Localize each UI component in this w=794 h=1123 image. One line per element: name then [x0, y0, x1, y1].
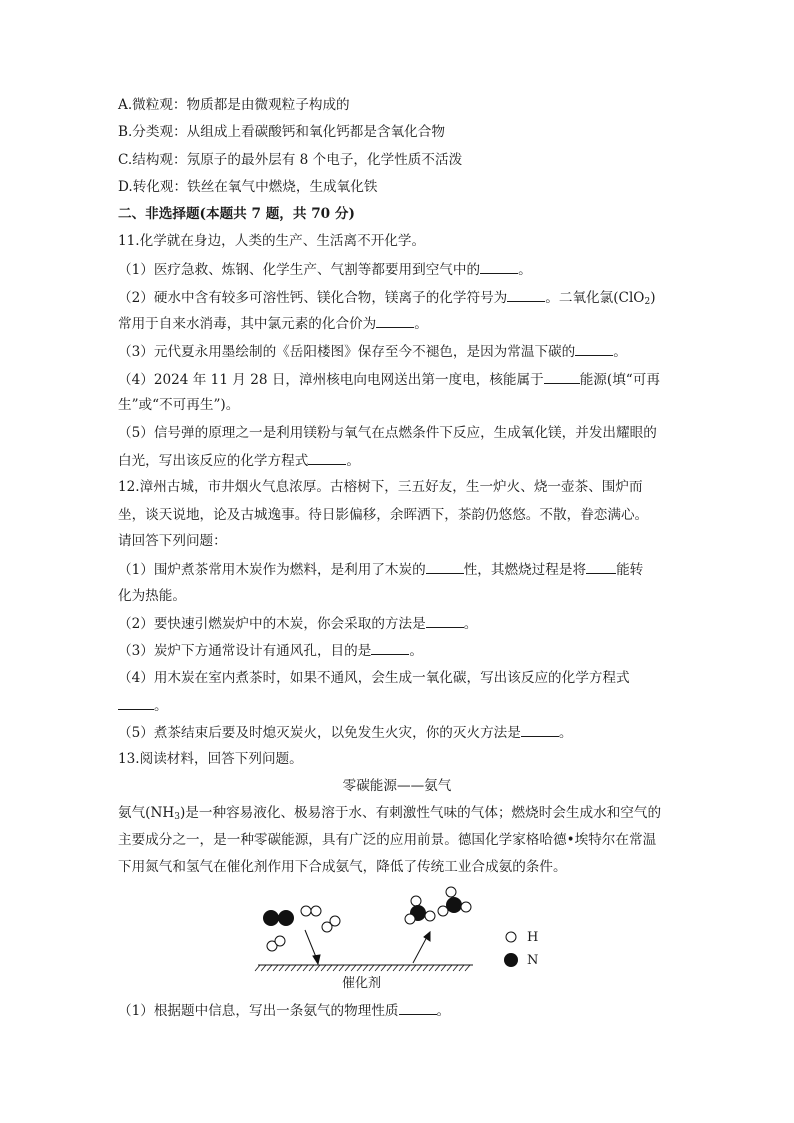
- hatch-mark: [405, 965, 410, 971]
- legend-n: [504, 953, 518, 967]
- hatch-mark: [273, 965, 278, 971]
- q11-part5-end: 。: [346, 453, 360, 469]
- hatch-mark: [279, 965, 284, 971]
- hatch-mark: [441, 965, 446, 971]
- q11-part5-line1: （5）信号弹的原理之一是利用镁粉与氧气在点燃条件下反应，生成氧化镁，并发出耀眼的: [118, 425, 657, 441]
- q12-part1-line2: 化为热能。: [118, 588, 186, 604]
- hatch-mark: [387, 965, 392, 971]
- q11-subscript: 2: [644, 297, 651, 307]
- arrow-in-icon: [305, 930, 320, 964]
- article-text-rest: )是一种容易液化、极易溶于水、有刺激性气味的气体；燃烧时会生成水和空气的: [179, 805, 662, 821]
- hatch-mark: [453, 965, 458, 971]
- q11-part5-text: 白光，写出该反应的化学方程式: [118, 453, 309, 469]
- hatch-mark: [393, 965, 398, 971]
- option-a: A.微粒观：物质都是由微观粒子构成的: [118, 97, 350, 113]
- hatch-mark: [327, 965, 332, 971]
- h2-molecule: [267, 936, 285, 951]
- q11-part2-close: ): [650, 290, 656, 306]
- hatch-mark: [381, 965, 386, 971]
- q11-part2-text-c: 常用于自来水消毒，其中氯元素的化合价为: [118, 316, 377, 332]
- h2-molecule: [301, 906, 321, 916]
- hatch-mark: [297, 965, 302, 971]
- answer-blank[interactable]: [399, 1000, 437, 1015]
- q12-part1-text: （1）围炉煮茶常用木炭作为燃料，是利用了木炭的: [118, 562, 426, 578]
- hatch-mark: [363, 965, 368, 971]
- catalyst-label: 催化剂: [342, 976, 382, 991]
- hatch-mark: [375, 965, 380, 971]
- option-c: C.结构观：氖原子的最外层有 8 个电子，化学性质不活泼: [118, 152, 463, 168]
- hatch-mark: [459, 965, 464, 971]
- hatch-mark: [315, 965, 320, 971]
- arrow-out-icon: [413, 932, 430, 963]
- h2-molecule: [322, 916, 340, 932]
- hatch-mark: [345, 965, 350, 971]
- hatch-mark: [339, 965, 344, 971]
- hatch-mark: [309, 965, 314, 971]
- section-title: 二、非选择题(本题共 7 题，共 70 分): [118, 206, 355, 222]
- hatch-mark: [321, 965, 326, 971]
- q13-part1-text: （1）根据题中信息，写出一条氨气的物理性质: [118, 1003, 399, 1019]
- q12-stem-line3: 请回答下列问题：: [118, 533, 227, 549]
- q11-part3-end: 。: [613, 344, 627, 360]
- q11-part2-end: 。: [414, 316, 428, 332]
- q12-part3-end: 。: [409, 643, 423, 659]
- nh3-molecule: [405, 896, 435, 924]
- hatch-mark: [357, 965, 362, 971]
- hatch-mark: [447, 965, 452, 971]
- hatch-mark: [261, 965, 266, 971]
- q11-part1-text: （1）医疗急救、炼钢、化学生产、气割等都要用到空气中的: [118, 262, 481, 278]
- q12-part5-text: （5）煮茶结束后要及时熄灭炭火，以免发生火灾，你的灭火方法是: [118, 725, 521, 741]
- q12-part1-mid: 性，其燃烧过程是将: [463, 562, 587, 578]
- q11-part2-text: （2）硬水中含有较多可溶性钙、镁化合物，镁离子的化学符号为: [118, 290, 508, 306]
- hatch-mark: [465, 965, 470, 971]
- q11-part4-text: （4）2024 年 11 月 28 日，漳州核电向电网送出第一度电，核能属于: [118, 372, 544, 388]
- q13-part1: [118, 1000, 450, 1021]
- article-title: 零碳能源——氨气: [342, 778, 452, 794]
- hatch-mark: [333, 965, 338, 971]
- q12-part2-end: 。: [463, 616, 478, 632]
- q12-part1-end: 能转: [616, 562, 644, 578]
- hatch-mark: [399, 965, 404, 971]
- hatch-mark: [417, 965, 422, 971]
- q12-part5-end: 。: [558, 725, 573, 741]
- article-para-line2: 主要成分之一，是一种零碳能源，具有广泛的应用前景。德国化学家格哈德•埃特尔在常温: [118, 832, 657, 848]
- article-para-line3: 下用氮气和氢气在催化剂作用下合成氨气，降低了传统工业合成氨的条件。: [118, 859, 567, 875]
- catalyst-hatching: [255, 965, 470, 971]
- q11-part4-line2: 生”或“不可再生”)。: [118, 397, 240, 413]
- q12-part4-end: 。: [154, 698, 168, 714]
- q12-part2-text: （2）要快速引燃炭炉中的木炭，你会采取的方法是: [118, 616, 426, 632]
- q11-part2-text-b: 。二氧化氯(ClO: [545, 290, 645, 306]
- q11-part4-end: 能源(填“可再: [579, 372, 660, 388]
- legend-h-label: H: [527, 930, 539, 945]
- hatch-mark: [303, 965, 308, 971]
- hatch-mark: [255, 965, 260, 971]
- article-text: 氨气(NH: [118, 805, 175, 821]
- nh3-subscript: 3: [174, 812, 180, 822]
- hatch-mark: [285, 965, 290, 971]
- legend-h: [506, 932, 516, 942]
- hatch-mark: [435, 965, 440, 971]
- hatch-mark: [291, 965, 296, 971]
- q12-stem-line2: 坐，谈天说地，论及古城逸事。待日影偏移，余晖洒下，茶韵仍悠悠。不散，眷恋满心。: [118, 507, 649, 523]
- hatch-mark: [267, 965, 272, 971]
- q11-part3-text: （3）元代夏永用墨绘制的《岳阳楼图》保存至今不褪色，是因为常温下碳的: [118, 344, 576, 360]
- nh3-molecule: [438, 887, 471, 916]
- q13-part1-end: 。: [436, 1003, 451, 1019]
- hatch-mark: [429, 965, 434, 971]
- q12-stem-line1: 12.漳州古城，市井烟火气息浓厚。古榕树下，三五好友，生一炉火、烧一壶茶、围炉而: [118, 479, 643, 495]
- q12-part4-line1: （4）用木炭在室内煮茶时，如果不通风，会生成一氧化碳，写出该反应的化学方程式: [118, 670, 630, 686]
- hatch-mark: [423, 965, 428, 971]
- legend-n-label: N: [527, 953, 539, 968]
- n2-molecule: [263, 910, 294, 926]
- hatch-mark: [411, 965, 416, 971]
- q13-stem: 13.阅读材料，回答下列问题。: [118, 751, 303, 767]
- hatch-mark: [351, 965, 356, 971]
- hatch-mark: [369, 965, 374, 971]
- q12-part3-text: （3）炭炉下方通常设计有通风孔，目的是: [118, 643, 372, 659]
- q11-stem: 11.化学就在身边，人类的生产、生活离不开化学。: [118, 233, 426, 249]
- option-b: B.分类观：从组成上看碳酸钙和氧化钙都是含氧化合物: [118, 124, 445, 140]
- option-d: D.转化观：铁丝在氧气中燃烧，生成氧化铁: [118, 179, 378, 195]
- q11-part1-end: 。: [518, 262, 532, 278]
